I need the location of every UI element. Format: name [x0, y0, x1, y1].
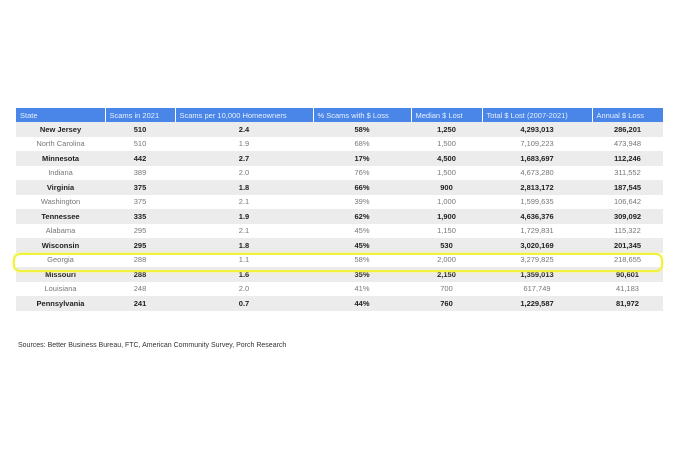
value-cell: 1,359,013 [482, 267, 592, 282]
value-cell: 295 [105, 238, 175, 253]
value-cell: 4,636,376 [482, 209, 592, 224]
state-cell: Georgia [47, 255, 74, 265]
state-cell: Alabama [45, 226, 76, 236]
value-cell: 2.0 [238, 284, 250, 294]
value-cell: 1,500 [437, 139, 456, 149]
table-row [16, 180, 663, 195]
value-cell: 68% [354, 139, 370, 149]
value-cell: 1.1 [238, 255, 250, 265]
value-cell: 2.0 [238, 168, 250, 178]
column-header: State [16, 108, 105, 122]
value-cell: 510 [133, 139, 147, 149]
value-cell: 241 [105, 296, 175, 311]
value-cell: 81,972 [592, 296, 663, 311]
scams-table [16, 108, 664, 311]
value-cell: 2.1 [238, 226, 250, 236]
value-cell: 41,183 [616, 284, 639, 294]
state-cell: Minnesota [16, 151, 105, 166]
table-row [16, 166, 663, 181]
value-cell: 375 [133, 197, 147, 207]
state-cell: New Jersey [16, 122, 105, 137]
value-cell: 0.7 [175, 296, 313, 311]
state-cell: Louisiana [44, 284, 77, 294]
value-cell: 2.4 [175, 122, 313, 137]
value-cell: 309,092 [592, 209, 663, 224]
value-cell: 1,000 [437, 197, 456, 207]
value-cell: 617,749 [523, 284, 551, 294]
state-cell: Pennsylvania [16, 296, 105, 311]
value-cell: 530 [411, 238, 482, 253]
value-cell: 248 [133, 284, 147, 294]
value-cell: 1,599,635 [520, 197, 554, 207]
value-cell: 1,150 [437, 226, 456, 236]
value-cell: 1,500 [437, 168, 456, 178]
georgia-highlight [13, 253, 663, 272]
table-row [16, 122, 663, 137]
value-cell: 510 [105, 122, 175, 137]
table-row [16, 137, 663, 152]
value-cell: 700 [440, 284, 453, 294]
value-cell: 311,552 [614, 168, 641, 178]
value-cell: 900 [411, 180, 482, 195]
table-row [16, 224, 663, 239]
sources-note: Sources: Better Business Bureau, FTC, American Community Survey, Porch Research [18, 342, 287, 349]
value-cell: 45% [354, 226, 370, 236]
table-row [16, 195, 663, 210]
value-cell: 1,729,831 [520, 226, 554, 236]
value-cell: 760 [411, 296, 482, 311]
value-cell: 90,601 [592, 267, 663, 282]
value-cell: 2,813,172 [482, 180, 592, 195]
value-cell: 115,322 [614, 226, 641, 236]
value-cell: 335 [105, 209, 175, 224]
value-cell: 2.7 [175, 151, 313, 166]
value-cell: 1.8 [175, 238, 313, 253]
value-cell: 2.1 [238, 197, 250, 207]
column-header: Scams per 10,000 Homeowners [175, 108, 313, 122]
value-cell: 2,000 [437, 255, 456, 265]
table-row [16, 238, 663, 253]
column-header: % Scams with $ Loss [313, 108, 411, 122]
value-cell: 58% [313, 122, 411, 137]
value-cell: 3,020,169 [482, 238, 592, 253]
value-cell: 218,655 [613, 255, 642, 265]
value-cell: 35% [313, 267, 411, 282]
column-header: Annual $ Loss [592, 108, 663, 122]
value-cell: 76% [354, 168, 370, 178]
value-cell: 62% [313, 209, 411, 224]
value-cell: 295 [133, 226, 147, 236]
value-cell: 442 [105, 151, 175, 166]
value-cell: 106,642 [613, 197, 642, 207]
column-header: Scams in 2021 [105, 108, 175, 122]
value-cell: 3,279,825 [520, 255, 554, 265]
value-cell: 1.8 [175, 180, 313, 195]
table-row [16, 151, 663, 166]
value-cell: 39% [354, 197, 370, 207]
value-cell: 7,109,223 [520, 139, 554, 149]
value-cell: 4,673,280 [520, 168, 554, 178]
table-header [16, 108, 663, 122]
value-cell: 1,900 [411, 209, 482, 224]
column-header: Median $ Lost [411, 108, 482, 122]
value-cell: 288 [133, 255, 147, 265]
value-cell: 17% [313, 151, 411, 166]
column-header: Total $ Lost (2007-2021) [482, 108, 592, 122]
state-cell: Washington [40, 197, 81, 207]
value-cell: 112,246 [592, 151, 663, 166]
value-cell: 44% [313, 296, 411, 311]
state-cell: North Carolina [36, 139, 85, 149]
value-cell: 41% [354, 284, 370, 294]
value-cell: 4,500 [411, 151, 482, 166]
table-row [16, 296, 663, 311]
value-cell: 286,201 [592, 122, 663, 137]
value-cell: 201,345 [592, 238, 663, 253]
state-cell: Tennessee [16, 209, 105, 224]
value-cell: 58% [354, 255, 370, 265]
value-cell: 4,293,013 [482, 122, 592, 137]
value-cell: 1,229,587 [482, 296, 592, 311]
value-cell: 66% [313, 180, 411, 195]
table-row [16, 282, 663, 297]
state-cell: Virginia [16, 180, 105, 195]
value-cell: 1,683,697 [482, 151, 592, 166]
value-cell: 45% [313, 238, 411, 253]
value-cell: 2,150 [411, 267, 482, 282]
table-row [16, 209, 663, 224]
state-cell: Wisconsin [16, 238, 105, 253]
value-cell: 389 [133, 168, 147, 178]
state-cell: Indiana [48, 168, 73, 178]
value-cell: 375 [105, 180, 175, 195]
value-cell: 1.9 [238, 139, 250, 149]
value-cell: 1.6 [175, 267, 313, 282]
value-cell: 187,545 [592, 180, 663, 195]
state-cell: Missouri [16, 267, 105, 282]
value-cell: 1,250 [411, 122, 482, 137]
value-cell: 288 [105, 267, 175, 282]
value-cell: 1.9 [175, 209, 313, 224]
value-cell: 473,948 [613, 139, 642, 149]
